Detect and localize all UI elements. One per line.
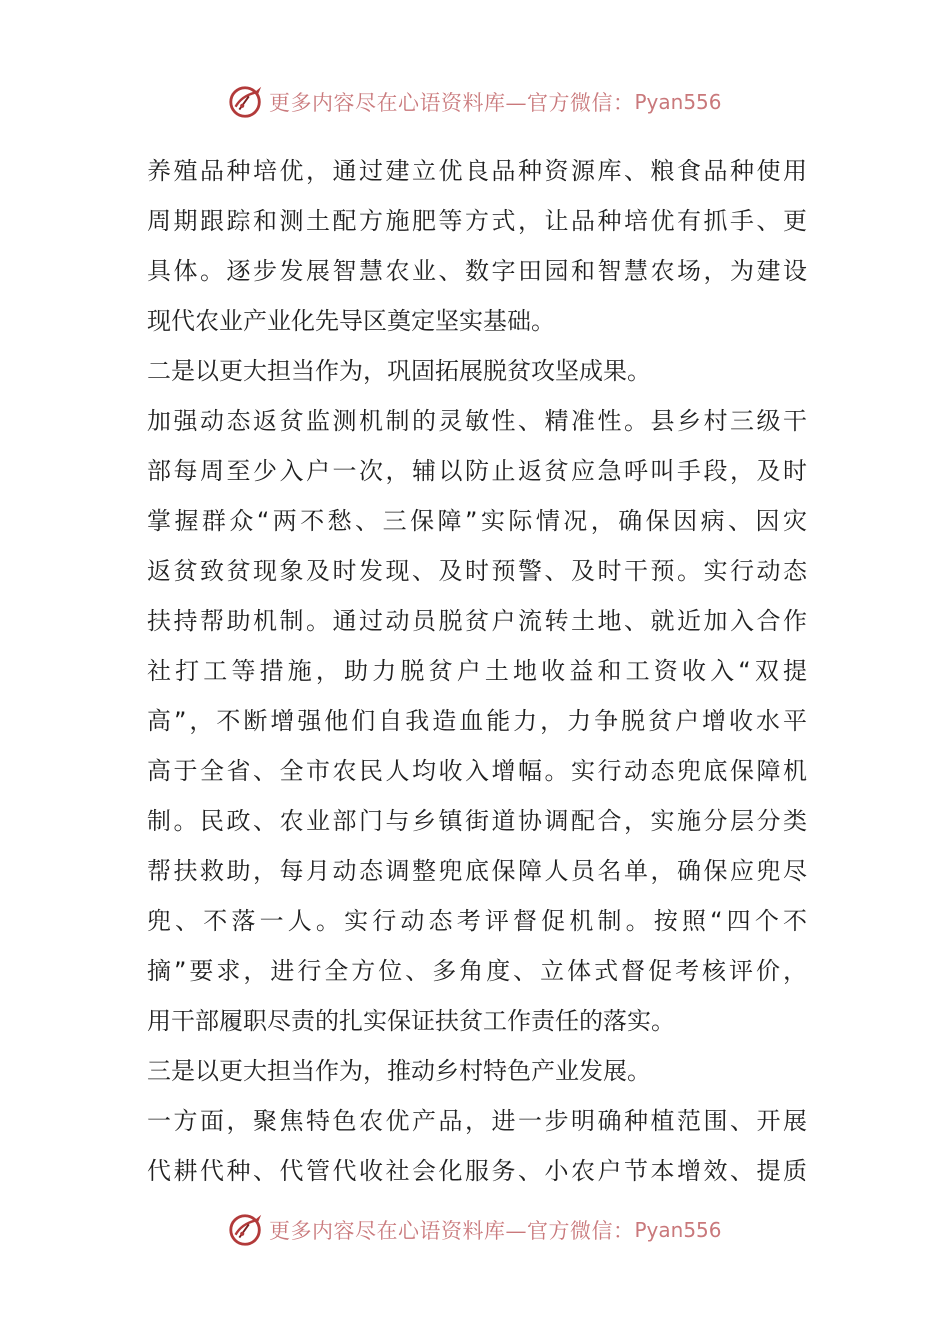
text-line: 一方面，聚焦特色农优产品，进一步明确种植范围、开展 — [147, 1107, 807, 1135]
text-line: 扶持帮助机制。通过动员脱贫户流转土地、就近加入合作 — [147, 607, 807, 635]
text-line: 具体。逐步发展智慧农业、数字田园和智慧农场，为建设 — [147, 257, 807, 285]
text-line: 高于全省、全市农民人均收入增幅。实行动态兜底保障机 — [147, 757, 807, 785]
body-text — [147, 146, 807, 1196]
text-line: 返贫致贫现象及时发现、及时预警、及时干预。实行动态 — [147, 557, 807, 585]
text-line: 周期跟踪和测土配方施肥等方式，让品种培优有抓手、更 — [147, 207, 807, 235]
text-line: 代耕代种、代管代收社会化服务、小农户节本增效、提质 — [147, 1157, 807, 1185]
text-line: 养殖品种培优，通过建立优良品种资源库、粮食品种使用 — [147, 157, 807, 185]
text-line: 社打工等措施，助力脱贫户土地收益和工资收入“双提 — [147, 657, 807, 685]
text-line: 掌握群众“两不愁、三保障”实际情况，确保因病、因灾 — [147, 507, 807, 535]
watermark-banner-top — [0, 82, 950, 122]
text-line: 高”，不断增强他们自我造血能力，力争脱贫户增收水平 — [147, 707, 807, 735]
text-line: 兜、不落一人。实行动态考评督促机制。按照“四个不 — [147, 907, 807, 935]
text-line: 摘”要求，进行全方位、多角度、立体式督促考核评价， — [147, 957, 807, 985]
text-line: 部每周至少入户一次，辅以防止返贫应急呼叫手段，及时 — [147, 457, 807, 485]
pen-logo-icon — [227, 1211, 265, 1249]
watermark-text: 更多内容尽在心语资料库—官方微信： — [269, 91, 635, 115]
wechat-id: Pyan556 — [634, 90, 722, 114]
text-line: 现代农业产业化先导区奠定坚实基础。 — [147, 307, 555, 335]
section-heading-2: 二是以更大担当作为，巩固拓展脱贫攻坚成果。 — [147, 357, 651, 385]
section-heading-3: 三是以更大担当作为，推动乡村特色产业发展。 — [147, 1057, 651, 1085]
wechat-id: Pyan556 — [634, 1218, 722, 1242]
text-line: 帮扶救助，每月动态调整兜底保障人员名单，确保应兜尽 — [147, 857, 807, 885]
watermark-text: 更多内容尽在心语资料库—官方微信： — [269, 1219, 635, 1243]
text-line: 加强动态返贫监测机制的灵敏性、精准性。县乡村三级干 — [147, 407, 807, 435]
text-line: 用干部履职尽责的扎实保证扶贫工作责任的落实。 — [147, 1007, 675, 1035]
watermark-banner-bottom — [0, 1210, 950, 1250]
text-line: 制。民政、农业部门与乡镇街道协调配合，实施分层分类 — [147, 807, 807, 835]
pen-logo-icon — [227, 83, 265, 121]
